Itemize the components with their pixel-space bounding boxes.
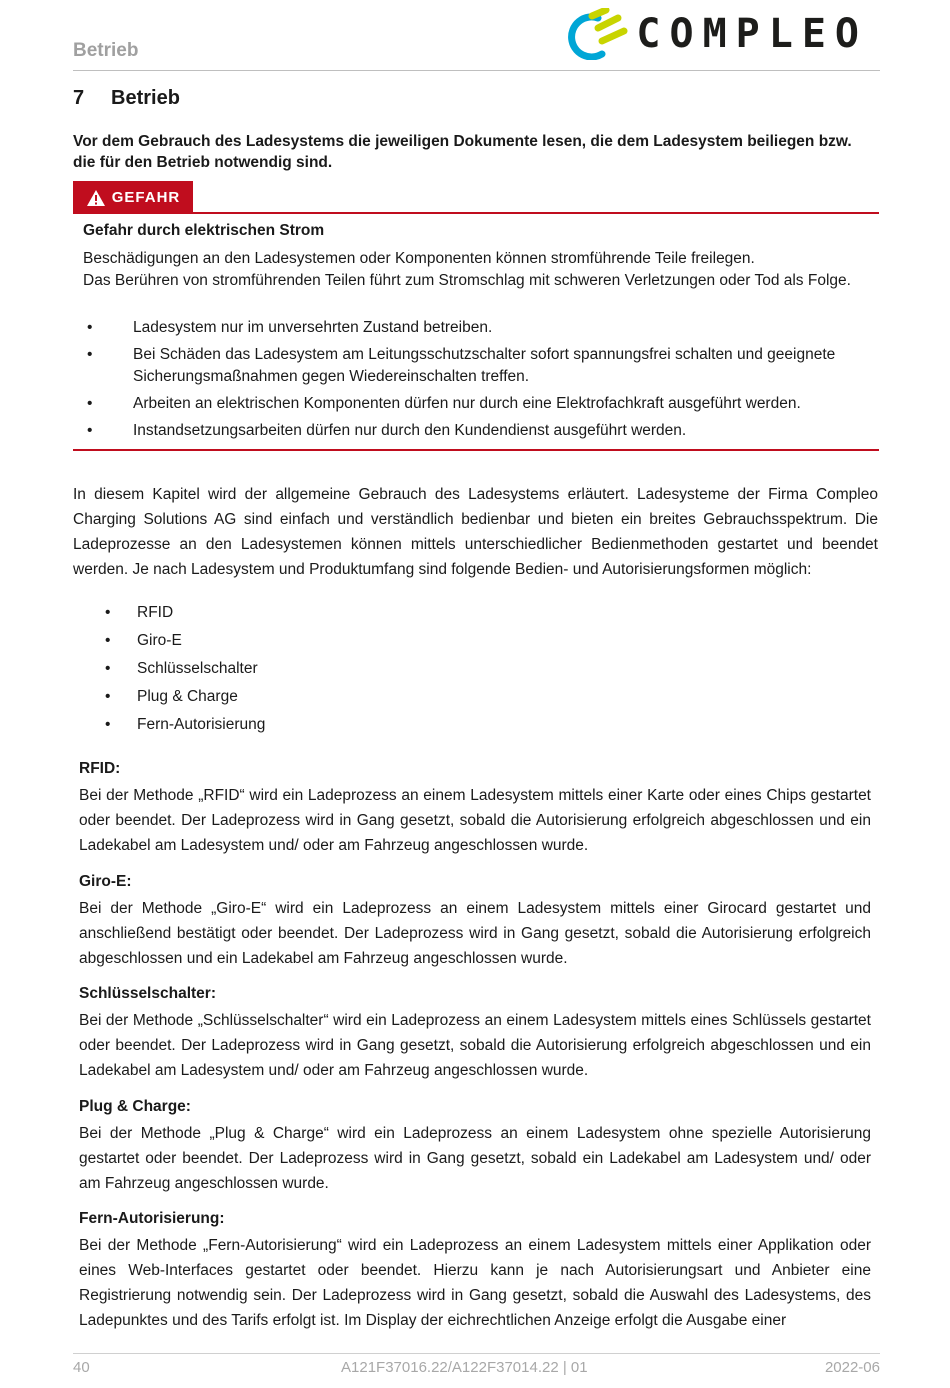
document-id: A121F37016.22/A122F37014.22 | 01: [341, 1359, 588, 1376]
section-heading: Plug & Charge:: [79, 1098, 191, 1115]
list-item: • Ladesystem nur im unversehrten Zustand betreiben.: [87, 319, 493, 336]
header-title: Betrieb: [73, 40, 139, 61]
section-heading: Schlüsselschalter:: [79, 985, 216, 1002]
danger-divider: [73, 212, 879, 214]
chapter-number: 7: [73, 87, 85, 109]
page-header: [73, 0, 880, 71]
chapter-title: Betrieb: [111, 87, 180, 109]
page-footer: [73, 1353, 880, 1388]
section-plug-and-charge: [79, 1096, 871, 1196]
compleo-logo-mark-icon: [568, 8, 630, 60]
danger-description: [83, 248, 873, 292]
chapter-paragraph: In diesem Kapitel wird der allgemeine Gebrauch des Ladesystems erläutert. Ladesysteme der Firma Compleo Charging Solutions AG sind einfach und verständlich bedienbar und bieten ein breites Gebrauchsspektrum. Die Ladeprozesse an den Ladesystemen können mittels unterschiedlicher Bedienmethoden gestartet und beendet werden. Je nach Ladesystem und Produktumfang sind folgende Bedien- und Autorisierungsformen möglich:: [73, 486, 878, 578]
list-item: • Arbeiten an elektrischen Komponenten dürfen nur durch eine Elektrofachkraft ausgeführt werden.: [87, 395, 801, 412]
section-schluesselschalter: [79, 983, 871, 1083]
list-item: • Bei Schäden das Ladesystem am Leitungsschutzschalter sofort spannungsfrei schalten und geeignete Sicherungsmaßnahmen gegen Wiedereinschalten treffen.: [87, 346, 836, 385]
section-giro-e: [79, 871, 871, 971]
section-rfid: [79, 758, 871, 858]
danger-heading: Gefahr durch elektrischen Strom: [83, 222, 325, 239]
section-heading: Giro-E:: [79, 873, 132, 890]
list-item: • Schlüsselschalter: [105, 660, 258, 677]
section-text: Bei der Methode „Fern-Autorisierung“ wird ein Ladeprozess an einem Ladesystem mittels einer Applikation oder eines Web-Interfaces gestartet oder beendet. Hierzu kann je nach Autorisierungsart und Anbieter eine Registrierung notwendig sein. Der Ladeprozess wird in Gang gesetzt, sobald die Auswahl des Ladesystems, des Ladepunktes und des Tarifs erfolgt ist. Im Display der eichrechtlichen Anzeige erfolgt die Ausgabe einer: [79, 1237, 871, 1329]
section-heading: RFID:: [79, 760, 121, 777]
danger-line: Beschädigungen an den Ladesystemen oder Komponenten können stromführende Teile freilegen.: [83, 250, 755, 267]
danger-line: Das Berühren von stromführenden Teilen führt zum Stromschlag mit schweren Verletzungen oder Tod als Folge.: [83, 272, 851, 289]
chapter-heading: [73, 87, 180, 110]
list-item: • Giro-E: [105, 632, 182, 649]
section-text: Bei der Methode „Schlüsselschalter“ wird ein Ladeprozess an einem Ladesystem mittels eines Schlüssels gestartet oder beendet. Der Ladeprozess wird in Gang gesetzt, sobald die Autorisierung erfolgreich abgeschlossen und ein Ladekabel am Ladesystem und/ oder am Fahrzeug angeschlossen wurde.: [79, 1012, 871, 1079]
document-date: 2022-06: [824, 1359, 880, 1376]
methods-list: [105, 599, 265, 739]
section-text: Bei der Methode „Giro-E“ wird ein Ladeprozess an einem Ladesystem mittels einer Girocard gestartet und anschließend bestätigt oder beendet. Der Ladeprozess wird in Gang gesetzt, sobald die Autorisierung erfolgreich abgeschlossen und ein Ladekabel am Fahrzeug angeschlossen wurde.: [79, 900, 871, 967]
danger-box: [73, 181, 879, 451]
section-fern-autorisierung: [79, 1208, 871, 1333]
danger-tag: [73, 181, 193, 214]
list-item: • Fern-Autorisierung: [105, 716, 266, 733]
intro-notice: Vor dem Gebrauch des Ladesystems die jeweiligen Dokumente lesen, die dem Ladesystem beiliegen bzw. die für den Betrieb notwendig sind.: [73, 133, 852, 171]
page-number: 40: [73, 1359, 90, 1376]
compleo-logo: [568, 8, 868, 60]
list-item: • Instandsetzungsarbeiten dürfen nur durch den Kundendienst ausgeführt werden.: [87, 422, 687, 439]
section-text: Bei der Methode „Plug & Charge“ wird ein Ladeprozess an einem Ladesystem ohne spezielle Autorisierung gestartet oder beendet. Der Ladeprozess wird in Gang gesetzt, sobald ein Ladekabel am Ladesystem und/ oder am Fahrzeug angeschlossen wurde.: [79, 1125, 871, 1192]
list-item: • RFID: [105, 604, 174, 621]
section-text: Bei der Methode „RFID“ wird ein Ladeprozess an einem Ladesystem mittels einer Karte oder eines Chips gestartet oder beendet. Der Ladeprozess wird in Gang gesetzt, sobald die Autorisierung erfolgreich abgeschlossen und ein Ladekabel am Ladesystem und/ oder am Fahrzeug angeschlossen wurde.: [79, 787, 871, 854]
danger-tag-label: GEFAHR: [111, 189, 181, 206]
danger-list: [83, 317, 873, 447]
list-item: • Plug & Charge: [105, 688, 238, 705]
warning-triangle-icon: [86, 189, 106, 207]
section-heading: Fern-Autorisierung:: [79, 1210, 225, 1227]
compleo-logo-text: COMPLEO: [636, 11, 868, 57]
